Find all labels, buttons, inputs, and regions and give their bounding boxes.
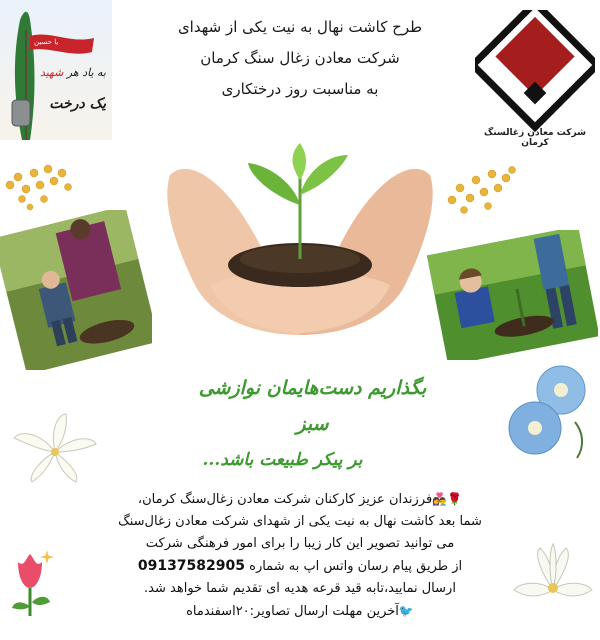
slogan-line-1: بگذاریم دست‌هایمان نوازشی سبز	[198, 377, 427, 435]
hands-seedling-illustration	[150, 135, 450, 350]
memorial-line-1: به یاد هر شهید	[39, 66, 106, 79]
body-line-5: ارسال نمایید،تابه قید قرعه هدیه ای تقدیم شما خواهد شد.	[144, 581, 456, 596]
body-line-1: 🌹👩‍❤️‍👨فرزندان عزیز کارکنان شرکت معادن زغال‌سنگ کرمان،	[137, 492, 463, 507]
logo-caption: شرکت معادن زغالسنگ کرمان	[484, 128, 586, 148]
flag-text: یا حسین	[34, 38, 59, 46]
sparkle-icon	[40, 550, 54, 564]
title-line-1: طرح کاشت نهال به نیت یکی از شهدای	[177, 18, 423, 36]
memorial-image	[0, 0, 112, 140]
whatsapp-phone-number: 09137582905	[137, 558, 245, 574]
body-line-4: از طریق پیام رسان واتس اپ به شماره 09137582905	[137, 558, 463, 574]
announcement-body	[30, 488, 570, 623]
memorial-line-2: یک درخت	[49, 96, 106, 112]
white-lotus-icon	[510, 540, 596, 620]
yellow-flower-sprig-icon	[440, 160, 522, 225]
company-logo	[475, 10, 595, 140]
slogan-line-2: بر پیکر طبیعت باشد...	[202, 450, 363, 470]
body-line-6: 🐦آخرین مهلت ارسال تصاویر:۲۰اسفندماه	[186, 604, 414, 619]
planting-photo-right	[426, 230, 598, 360]
body-line-2: شما بعد کاشت نهال به نیت یکی از شهدای شرکت معادن زغال‌سنگ	[118, 514, 482, 529]
title-line-2: شرکت معادن زغال سنگ کرمان	[200, 49, 400, 67]
slogan	[160, 370, 445, 478]
title-line-3: به مناسبت روز درختکاری	[221, 80, 379, 98]
planting-photo-left	[0, 210, 152, 370]
bird-emoji-icon: 🐦	[398, 604, 414, 618]
announcement-title	[150, 12, 450, 105]
white-lily-icon	[10, 412, 100, 487]
body-line-3: می توانید تصویر این کار زیبا را برای امور فرهنگی شرکت	[145, 536, 455, 551]
rose-couple-emoji-icon: 🌹👩‍❤️‍👨	[432, 492, 463, 506]
blue-flowers-icon	[505, 362, 595, 462]
